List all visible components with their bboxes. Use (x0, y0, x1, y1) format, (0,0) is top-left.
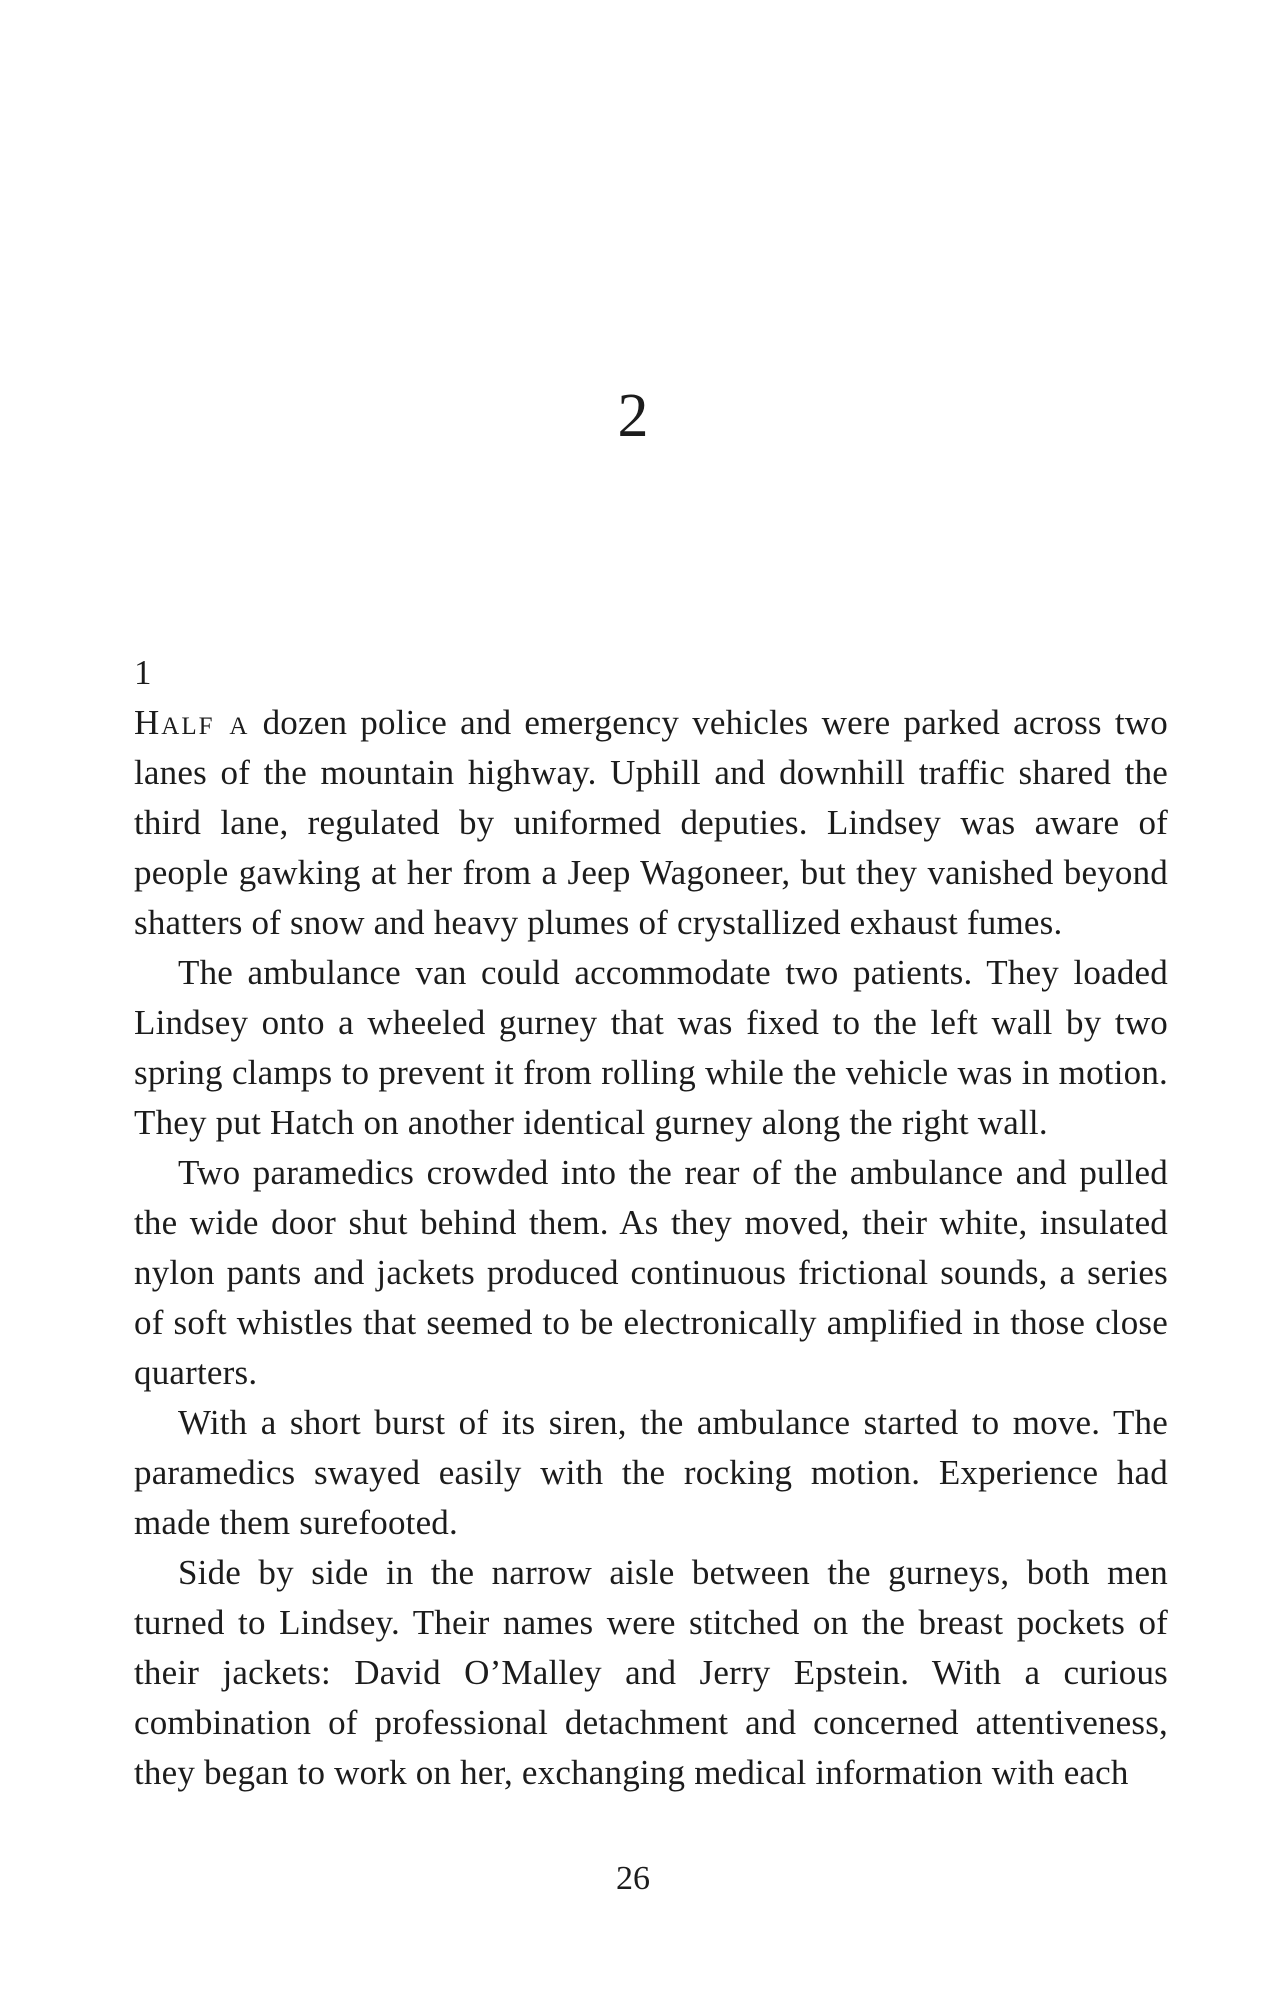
paragraph-lead-in: Half a (134, 703, 250, 742)
section-number: 1 (134, 653, 152, 692)
paragraph-4: With a short burst of its siren, the ambulance started to move. The paramedics swayed easily with the rocking motion. Experience had made them surefooted. (134, 1403, 1168, 1542)
body-text (134, 648, 1168, 1798)
paragraph-2: The ambulance van could accommodate two patients. They loaded Lindsey onto a wheeled gurney that was fixed to the left wall by two spring clamps to prevent it from rolling while the vehicle was in motion. They put Hatch on another identical gurney along the right wall. (134, 953, 1168, 1142)
paragraph-text: dozen police and emergency vehicles were parked across two lanes of the mountain highway. Uphill and downhill traffic shared the third lane, regulated by uniformed deputies. Lindsey was aware of people gawking at her from a Jeep Wagoneer, but they vanished beyond shatters of snow and heavy plumes of crystallized exhaust fumes. (134, 703, 1168, 942)
page-number: 26 (616, 1860, 650, 1897)
paragraph-1 (134, 698, 1168, 948)
chapter-number: 2 (617, 382, 649, 450)
paragraph-3: Two paramedics crowded into the rear of the ambulance and pulled the wide door shut behind them. As they moved, their white, insulated nylon pants and jackets produced continuous frictional sounds, a series of soft whistles that seemed to be electronically amplified in those close quarters. (134, 1153, 1168, 1392)
paragraph-5: Side by side in the narrow aisle between the gurneys, both men turned to Lindsey. Their names were stitched on the breast pockets of their jackets: David O’Malley and Jerry Epstein. With a curious combination of professional detachment and concerned attentiveness, they began to work on her, exchanging medical information with each (134, 1553, 1168, 1792)
